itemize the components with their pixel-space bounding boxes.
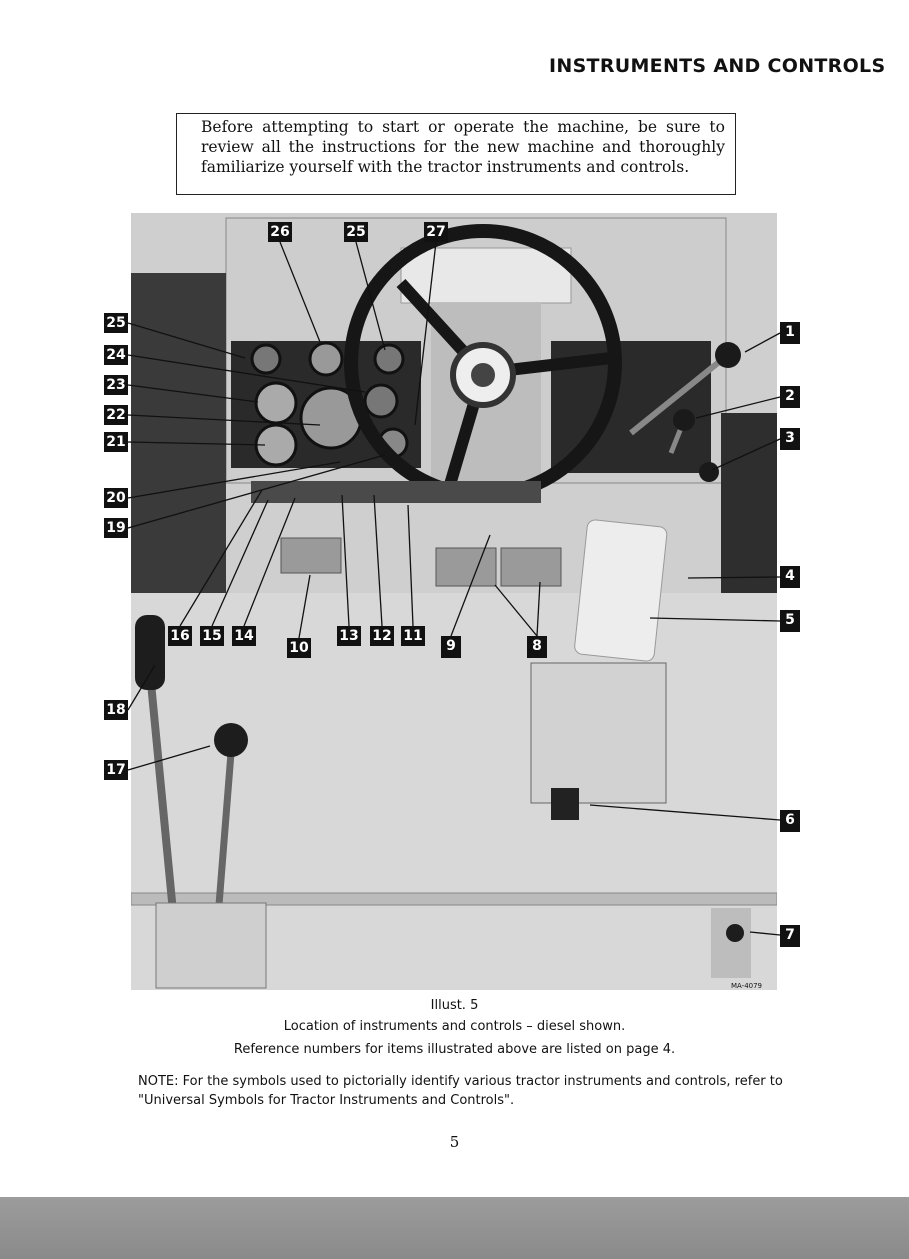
ref-label-23: 23 <box>104 375 128 395</box>
ref-label-1: 1 <box>780 322 800 344</box>
ref-label-8: 8 <box>527 636 547 658</box>
ref-label-26: 26 <box>268 222 292 242</box>
ref-label-22: 22 <box>104 405 128 425</box>
ref-label-27: 27 <box>424 222 448 242</box>
ref-label-17: 17 <box>104 760 128 780</box>
page-number: 5 <box>449 1133 460 1151</box>
ref-label-9: 9 <box>441 636 461 658</box>
caption-illustration-number: Illust. 5 <box>430 998 479 1013</box>
section-title: INSTRUMENTS AND CONTROLS <box>549 55 886 77</box>
ref-label-20: 20 <box>104 488 128 508</box>
caption-reference: Reference numbers for items illustrated above are listed on page 4. <box>233 1042 676 1057</box>
ref-label-5: 5 <box>780 610 800 632</box>
ref-label-6: 6 <box>780 810 800 832</box>
ref-label-16: 16 <box>168 626 192 646</box>
ref-label-19: 19 <box>104 518 128 538</box>
ref-label-24: 24 <box>104 345 128 365</box>
ref-label-7: 7 <box>780 925 800 947</box>
ref-label-25-top: 25 <box>344 222 368 242</box>
ref-label-3: 3 <box>780 428 800 450</box>
ref-label-4: 4 <box>780 566 800 588</box>
ref-label-2: 2 <box>780 386 800 408</box>
ref-label-18: 18 <box>104 700 128 720</box>
safety-notice-box: Before attempting to start or operate the machine, be sure to review all the instructions for the new machine and thoroughly familiarize yourself with the tractor instruments and controls. <box>176 113 736 195</box>
caption-title: Location of instruments and controls – diesel shown. <box>283 1019 626 1034</box>
ref-label-14: 14 <box>232 626 256 646</box>
ref-label-25-left: 25 <box>104 313 128 333</box>
ref-label-11: 11 <box>401 626 425 646</box>
ref-label-10: 10 <box>287 638 311 658</box>
photo-stamp: MA-4079 <box>731 982 763 990</box>
note-paragraph: NOTE: For the symbols used to pictorially identify various tractor instruments and controls, refer to "Universal Symbols for Tractor Instruments and Controls". <box>138 1074 783 1108</box>
ref-label-15: 15 <box>200 626 224 646</box>
scan-bottom-edge <box>0 1197 909 1259</box>
ref-label-21: 21 <box>104 432 128 452</box>
ref-label-13: 13 <box>337 626 361 646</box>
ref-label-12: 12 <box>370 626 394 646</box>
